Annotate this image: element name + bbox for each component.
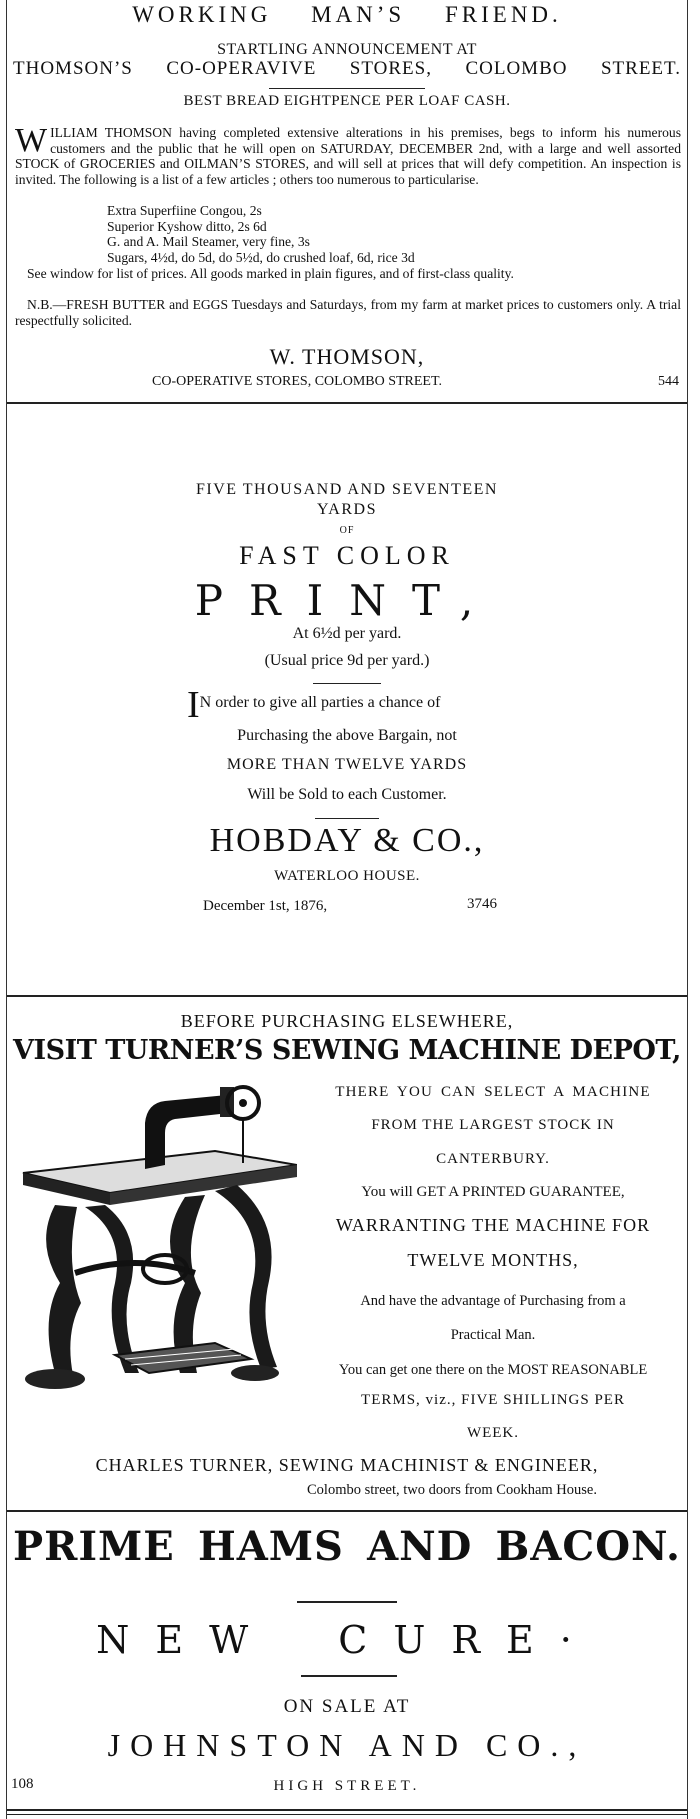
announcement: STARTLING ANNOUNCEMENT AT	[217, 41, 477, 58]
signature: W. THOMSON,	[269, 344, 425, 369]
ad-number: 544	[658, 374, 679, 389]
store-name	[13, 58, 681, 80]
firm-name: JOHNSTON AND CO.,	[107, 1727, 587, 1763]
column-separator	[7, 995, 687, 997]
price-list	[107, 203, 415, 265]
footer-text: See window for list of prices. All goods marked in plain figures, and of first-class quality.	[27, 266, 514, 281]
ad-line: FROM THE LARGEST STOCK IN	[371, 1117, 615, 1133]
body-paragraph: ILLIAM THOMSON having completed extensive alterations in his premises, begs to inform his numerous customers and the public that he will open on SATURDAY, DECEMBER 2nd, with a large and well assorted STOCK of GROCERIES and OILMAN’S STORES, and will sell at prices that will defy competition. An inspection is invited. The following is a list of a few articles ; others too numerous to particularise.	[15, 125, 681, 187]
sold-line: Will be Sold to each Customer.	[247, 786, 447, 803]
firm-name: HOBDAY & CO.,	[209, 822, 485, 859]
divider	[269, 88, 425, 89]
store-word: STREET.	[600, 58, 681, 79]
list-item: Sugars, 4½d, do 5d, do 5½d, do crushed loaf, 6d, rice 3d	[107, 249, 415, 265]
newspaper-page	[6, 0, 688, 1819]
ad-line: WARRANTING THE MACHINE FOR	[335, 1215, 651, 1235]
divider	[315, 818, 379, 819]
list-item: Extra Superfiine Congou, 2s	[107, 203, 262, 218]
nb-text: N.B.—FRESH BUTTER and EGGS Tuesdays and Saturdays, from my farm at market prices to customers only. A trial respectfully solicited.	[15, 297, 681, 328]
price: At 6½d per yard.	[292, 625, 402, 642]
headline-word: AND	[367, 1523, 473, 1570]
ad-number: 3746	[467, 896, 497, 912]
limit-line: MORE THAN TWELVE YARDS	[226, 756, 468, 773]
firm-house: WATERLOO HOUSE.	[274, 868, 420, 884]
ad-line: CANTERBURY.	[436, 1151, 550, 1167]
order-line	[187, 684, 527, 726]
ad-number: 108	[11, 1776, 34, 1792]
divider	[313, 683, 381, 684]
list-item: G. and A. Mail Steamer, very fine, 3s	[107, 234, 310, 249]
location: Colombo street, two doors from Cookham House.	[307, 1482, 597, 1498]
street: HIGH STREET.	[273, 1778, 421, 1794]
yards-line: YARDS	[317, 501, 377, 518]
store-word: COLOMBO	[465, 58, 568, 79]
bread-notice: BEST BREAD EIGHTPENCE PER LOAF CASH.	[183, 93, 511, 109]
divider	[301, 1675, 397, 1677]
hams-headline	[13, 1523, 681, 1570]
ad-line: Practical Man.	[450, 1327, 536, 1343]
purchasing-line: Purchasing the above Bargain, not	[237, 727, 457, 744]
ad-line: You can get one there on the MOST REASONABLE	[338, 1362, 648, 1378]
of-line: OF	[339, 525, 355, 536]
proprietor: CHARLES TURNER, SEWING MACHINIST & ENGINEER,	[95, 1455, 599, 1475]
headline-word: BACON.	[495, 1523, 681, 1570]
list-item: Superior Kyshow ditto, 2s 6d	[107, 218, 267, 234]
address: CO-OPERATIVE STORES, COLOMBO STREET.	[152, 374, 443, 389]
sewing-machine-illustration	[15, 1073, 297, 1413]
ad-line: TWELVE MONTHS,	[407, 1250, 579, 1270]
column-separator	[7, 1510, 687, 1512]
page-bottom-rule	[7, 1809, 687, 1815]
fast-color: FAST COLOR	[239, 541, 455, 570]
thomson-advertisement	[7, 0, 687, 400]
ad-line: WEEK.	[466, 1425, 520, 1441]
print-heading: PRINT,	[194, 576, 500, 625]
headline: VISIT TURNER’S SEWING MACHINE DEPOT,	[13, 1035, 681, 1066]
before-line: BEFORE PURCHASING ELSEWHERE,	[180, 1011, 514, 1031]
store-word: CO-OPERAVIVE	[166, 58, 317, 79]
date: December 1st, 1876,	[203, 898, 328, 914]
headline-word: PRIME	[13, 1523, 175, 1570]
usual-price: (Usual price 9d per yard.)	[264, 652, 430, 669]
drop-cap: W	[15, 122, 48, 159]
quantity-line: FIVE THOUSAND AND SEVENTEEN	[196, 481, 498, 498]
body-text	[15, 122, 681, 187]
headline-word: HAMS	[197, 1523, 344, 1570]
drop-cap: I	[187, 684, 200, 726]
ad-title: WORKING MAN’S FRIEND.	[132, 2, 562, 27]
ad-line: TERMS, viz., FIVE SHILLINGS PER	[361, 1392, 625, 1408]
on-sale: ON SALE AT	[283, 1696, 411, 1717]
column-separator	[7, 402, 687, 404]
ad-line: THERE YOU CAN SELECT A MACHINE	[335, 1084, 651, 1100]
ad-line: You will GET A PRINTED GUARANTEE,	[361, 1184, 625, 1200]
store-word: THOMSON’S	[13, 58, 133, 79]
order-text: N order to give all parties a chance of	[199, 694, 441, 711]
ad-line: And have the advantage of Purchasing from a	[360, 1293, 626, 1309]
new-cure: NEW CURE·	[96, 1618, 598, 1662]
divider	[297, 1601, 397, 1603]
store-word: STORES,	[349, 58, 432, 79]
